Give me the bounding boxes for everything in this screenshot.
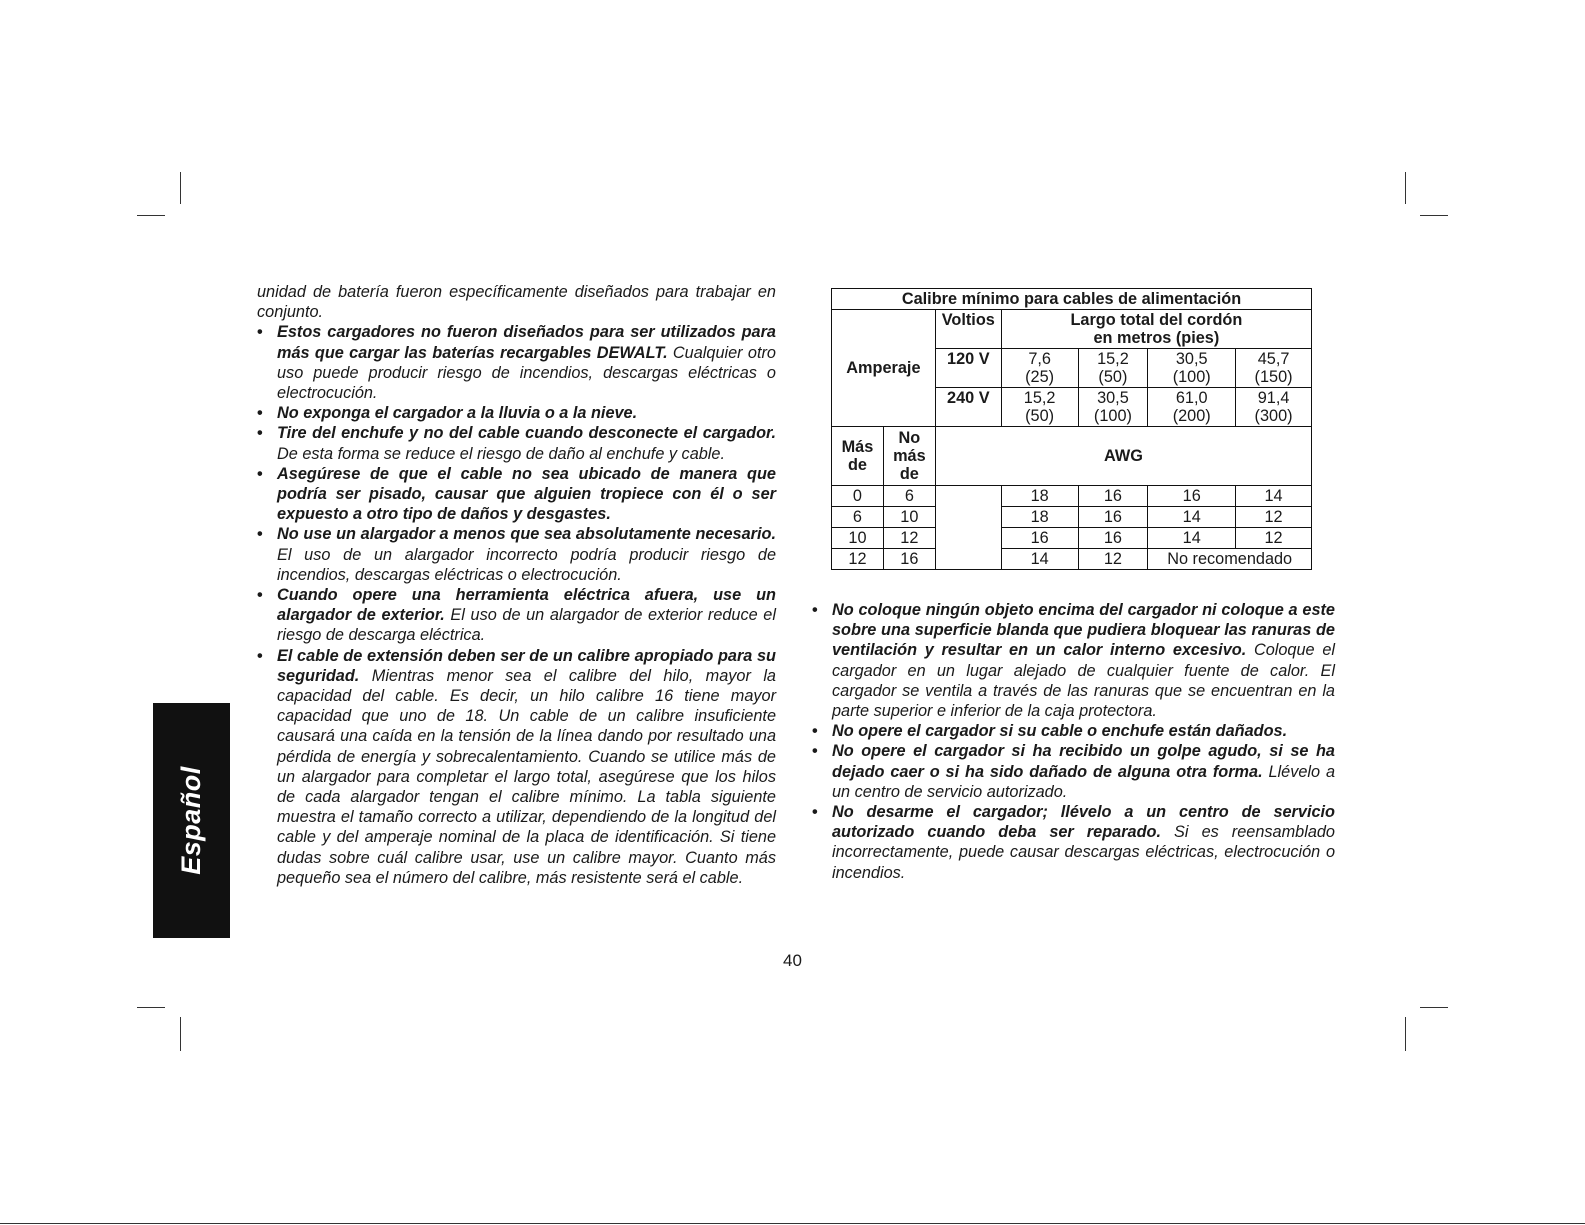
- list-item: [812, 741, 1335, 802]
- table-cell: 14: [1148, 507, 1236, 528]
- bullet-bold: No desarme el cargador; llévelo a un centro de servicio autorizado cuando deba ser reparado.: [832, 803, 1335, 842]
- empty-cell: [935, 486, 1001, 570]
- bullet-text: El uso de un alargador de exterior reduce el riesgo de descarga eléctrica.: [277, 606, 776, 645]
- table-cell: 12: [883, 528, 935, 549]
- more-than-header: Más de: [832, 427, 884, 486]
- crop-mark: [180, 1017, 181, 1051]
- list-item: [812, 802, 1335, 883]
- bullet-bold: No coloque ningún objeto encima del cargador ni coloque a este sobre una superficie blanda que pudiera bloquear las ranuras de ventilación y resultar en un calor interno excesivo.: [832, 601, 1335, 660]
- bottom-edge-line: [0, 1223, 1585, 1224]
- not-more-than-header: No más de: [883, 427, 935, 486]
- bullet-text: Mientras menor sea el calibre del hilo, mayor la capacidad del cable. Es decir, un hilo calibre 16 tiene mayor capacidad que uno de 18. Un cable de un calibre insuficiente causará una caída en la tensión de la línea dando por resultado una pérdida de energía y sobrecalentamiento. Cuando se utilice más de un alargador para completar el largo total, asegúrese que los hilos de cada alargador tengan el calibre mínimo. La tabla siguiente muestra el tamaño correcto a utilizar, dependiendo de la longitud del cable y del amperaje nominal de la placa de identificación. Si tiene dudas sobre cuál calibre usar, use un calibre mayor. Cuanto más pequeño sea el número del calibre, más resistente será el cable.: [277, 666, 776, 887]
- crop-mark: [1420, 215, 1448, 216]
- table-cell: 0: [832, 486, 884, 507]
- list-item: [257, 464, 776, 525]
- table-cell: No recomendado: [1148, 549, 1312, 570]
- list-item: [257, 423, 776, 463]
- crop-mark: [1420, 1007, 1448, 1008]
- list-item: [812, 721, 1335, 741]
- crop-mark: [1405, 1017, 1406, 1051]
- bullet-bold: No opere el cargador si su cable o enchufe están dañados.: [832, 722, 1288, 741]
- table-cell: 12: [1236, 528, 1312, 549]
- cord-length-line2: en metros (pies): [1093, 329, 1220, 347]
- crop-mark: [137, 215, 165, 216]
- length-cell: 7,6 (25): [1001, 349, 1078, 388]
- bullet-text: Llévelo a un centro de servicio autorizado.: [832, 762, 1335, 801]
- table-cell: 12: [1236, 507, 1312, 528]
- bullet-text: Cualquier otro uso puede producir riesgo de incendios, descargas eléctricas o electrocución.: [277, 343, 776, 403]
- table-row: [832, 486, 1312, 507]
- table-cell: 16: [883, 549, 935, 570]
- table-cell: 12: [832, 549, 884, 570]
- bullet-text: Coloque el cargador en un lugar alejado de cualquier fuente de calor. El cargador se ventila a través de las ranuras que se encuentran en la parte superior e inferior de la caja protectora.: [832, 641, 1335, 721]
- length-cell: 30,5 (100): [1078, 388, 1148, 427]
- list-item: [812, 600, 1335, 721]
- list-item: [257, 646, 776, 888]
- list-item: [257, 524, 776, 585]
- table-cell: 6: [883, 486, 935, 507]
- table-cell: 16: [1078, 486, 1148, 507]
- bullet-text: El uso de un alargador incorrecto podría producir riesgo de incendios, descargas eléctricas o electrocución.: [277, 545, 776, 584]
- list-item: [257, 585, 776, 646]
- table-cell: 16: [1148, 486, 1236, 507]
- voltage-120: 120 V: [935, 349, 1001, 388]
- table-cell: 14: [1148, 528, 1236, 549]
- amperage-header: Amperaje: [832, 310, 936, 427]
- table-cell: 16: [1078, 507, 1148, 528]
- crop-mark: [180, 172, 181, 204]
- bullet-bold: Asegúrese de que el cable no sea ubicado de manera que podría ser pisado, causar que alguien tropiece con él o ser expuesto a otro tipo de daños y desgastes.: [277, 464, 776, 524]
- bullet-bold: Estos cargadores no fueron diseñados para ser utilizados para más que cargar las baterías recargables DEWALT.: [277, 323, 776, 362]
- table-cell: 16: [1001, 528, 1078, 549]
- bullet-bold: No exponga el cargador a la lluvia o a la nieve.: [277, 404, 638, 423]
- cord-length-line1: Largo total del cordón: [1070, 311, 1243, 329]
- table-cell: 16: [1078, 528, 1148, 549]
- length-cell: 15,2 (50): [1078, 349, 1148, 388]
- table-cell: 14: [1236, 486, 1312, 507]
- table-row: [832, 507, 1312, 528]
- bullet-text: Si es reensamblado incorrectamente, puede causar descargas eléctricas, electrocución o incendios.: [832, 823, 1335, 882]
- table-title: Calibre mínimo para cables de alimentación: [832, 289, 1312, 310]
- length-cell: 15,2 (50): [1001, 388, 1078, 427]
- left-column: [257, 282, 776, 888]
- left-bullet-list: [257, 322, 776, 888]
- right-bullet-list: [812, 600, 1335, 883]
- length-cell: 30,5 (100): [1148, 349, 1236, 388]
- language-tab-label: Español: [176, 766, 206, 875]
- language-tab: [153, 703, 230, 938]
- extension-cord-gauge-table: [831, 288, 1312, 570]
- bullet-bold: Tire del enchufe y no del cable cuando desconecte el cargador.: [277, 424, 776, 443]
- list-item: [257, 403, 776, 423]
- bullet-bold: Cuando opere una herramienta eléctrica afuera, use un alargador de exterior.: [277, 586, 776, 625]
- intro-text: unidad de batería fueron específicamente diseñados para trabajar en conjunto.: [257, 283, 776, 322]
- bullet-bold: No opere el cargador si ha recibido un golpe agudo, si se ha dejado caer o si ha sido dañado de alguna otra forma.: [832, 742, 1335, 781]
- bullet-bold: No use un alargador a menos que sea absolutamente necesario.: [277, 525, 776, 544]
- table-cell: 12: [1078, 549, 1148, 570]
- table-cell: 6: [832, 507, 884, 528]
- table-cell: 10: [883, 507, 935, 528]
- list-item: [257, 322, 776, 403]
- awg-header: AWG: [935, 427, 1311, 486]
- table-cell: 18: [1001, 486, 1078, 507]
- volts-header: Voltios: [935, 310, 1001, 349]
- crop-mark: [1405, 172, 1406, 204]
- length-cell: 45,7 (150): [1236, 349, 1312, 388]
- bullet-bold: El cable de extensión deben ser de un calibre apropiado para su seguridad.: [277, 646, 776, 685]
- cord-length-header: [1001, 310, 1311, 349]
- table-cell: 10: [832, 528, 884, 549]
- voltage-240: 240 V: [935, 388, 1001, 427]
- length-cell: 61,0 (200): [1148, 388, 1236, 427]
- page-number: 40: [783, 951, 802, 970]
- bullet-text: De esta forma se reduce el riesgo de daño al enchufe y cable.: [277, 444, 726, 463]
- table-cell: 18: [1001, 507, 1078, 528]
- table-cell: 14: [1001, 549, 1078, 570]
- right-column: [812, 600, 1335, 883]
- table-row: [832, 528, 1312, 549]
- table-row: [832, 549, 1312, 570]
- length-cell: 91,4 (300): [1236, 388, 1312, 427]
- crop-mark: [137, 1007, 165, 1008]
